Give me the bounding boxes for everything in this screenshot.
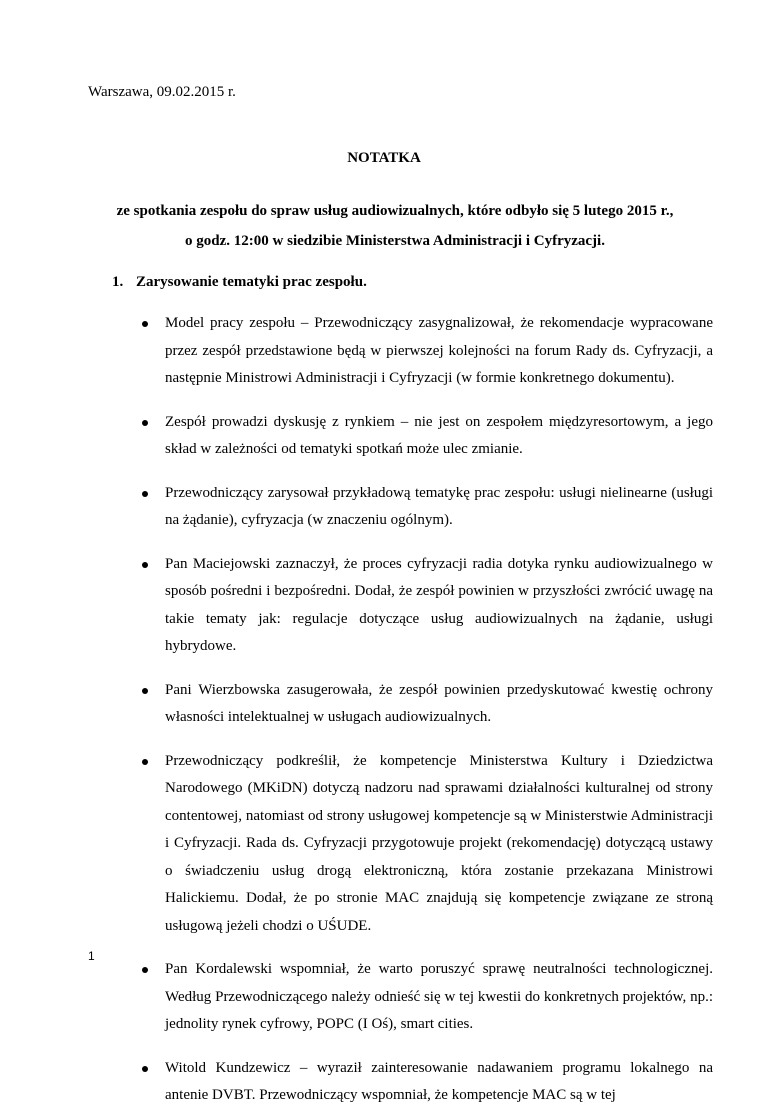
- page-number: 1: [88, 949, 95, 963]
- bullet-icon: [142, 759, 148, 765]
- list-item: [140, 677, 713, 732]
- list-item-text: Pan Kordalewski wspomniał, że warto poruszyć sprawę neutralności technologicznej. Według Przewodniczącego należy odnieść się w tej kwestii do konkretnych projektów, np.: jednolity rynek cyfrowy, POPC (I Oś), smart cities.: [165, 961, 713, 1032]
- list-item: [140, 480, 713, 535]
- list-item: [140, 956, 713, 1039]
- section-title: Zarysowanie tematyki prac zespołu.: [136, 274, 367, 290]
- section-heading: [112, 274, 367, 291]
- bullet-icon: [142, 967, 148, 973]
- bullet-list: [140, 310, 713, 1110]
- bullet-icon: [142, 1066, 148, 1072]
- bullet-icon: [142, 321, 148, 327]
- document-subtitle: [70, 196, 720, 256]
- bullet-icon: [142, 420, 148, 426]
- list-item-text: Pani Wierzbowska zasugerowała, że zespół powinien przedyskutować kwestię ochrony własności intelektualnej w usługach audiowizualnych.: [165, 681, 713, 725]
- document-date: Warszawa, 09.02.2015 r.: [88, 84, 236, 100]
- list-item: [140, 409, 713, 464]
- list-item-text: Zespół prowadzi dyskusję z rynkiem – nie jest on zespołem międzyresortowym, a jego skład w zależności od tematyki spotkań może ulec zmianie.: [165, 413, 713, 457]
- list-item: [140, 748, 713, 941]
- subtitle-line-1: ze spotkania zespołu do spraw usług audiowizualnych, które odbyło się 5 lutego 2015 r.,: [116, 203, 674, 219]
- list-item-text: Przewodniczący podkreślił, że kompetencje Ministerstwa Kultury i Dziedzictwa Narodowego (MKiDN) dotyczą nadzoru nad sprawami działalności kulturalnej od strony contentowej, natomiast od strony usługowej kompetencje są w Ministerstwie Administracji i Cyfryzacji. Rada ds. Cyfryzacji przygotowuje projekt (rekomendację) dotyczącą ustawy o świadczeniu usług drogą elektroniczną, która zostanie przekazana Ministrowi Halickiemu. Dodał, że po stronie MAC znajdują się kompetencje związane ze stroną usługową jeżeli chodzi o UŚUDE.: [165, 752, 713, 934]
- document-title: NOTATKA: [347, 150, 421, 166]
- list-item-text: Przewodniczący zarysował przykładową tematykę prac zespołu: usługi nielinearne (usługi na żądanie), cyfryzacja (w znaczeniu ogólnym).: [165, 484, 713, 528]
- list-item-text: Pan Maciejowski zaznaczył, że proces cyfryzacji radia dotyka rynku audiowizualnego w sposób pośredni i bezpośredni. Dodał, że zespół powinien w przyszłości zwrócić uwagę na takie tematy jak: regulacje dotyczące usług audiowizualnych na żądanie, usługi hybrydowe.: [165, 555, 713, 654]
- list-item: [140, 551, 713, 661]
- section-number: 1.: [112, 274, 124, 290]
- bullet-icon: [142, 688, 148, 694]
- list-item: [140, 310, 713, 393]
- list-item-text: Model pracy zespołu – Przewodniczący zasygnalizował, że rekomendacje wypracowane przez zespół przedstawione będą w pierwszej kolejności na forum Rady ds. Cyfryzacji, a następnie Ministrowi Administracji i Cyfryzacji (w formie konkretnego dokumentu).: [165, 315, 713, 386]
- bullet-icon: [142, 562, 148, 568]
- subtitle-line-2: o godz. 12:00 w siedzibie Ministerstwa Administracji i Cyfryzacji.: [185, 233, 605, 249]
- list-item: [140, 1055, 713, 1110]
- list-item-text: Witold Kundzewicz – wyraził zainteresowanie nadawaniem programu lokalnego na antenie DVBT. Przewodniczący wspomniał, że kompetencje MAC są w tej: [165, 1059, 713, 1103]
- bullet-icon: [142, 491, 148, 497]
